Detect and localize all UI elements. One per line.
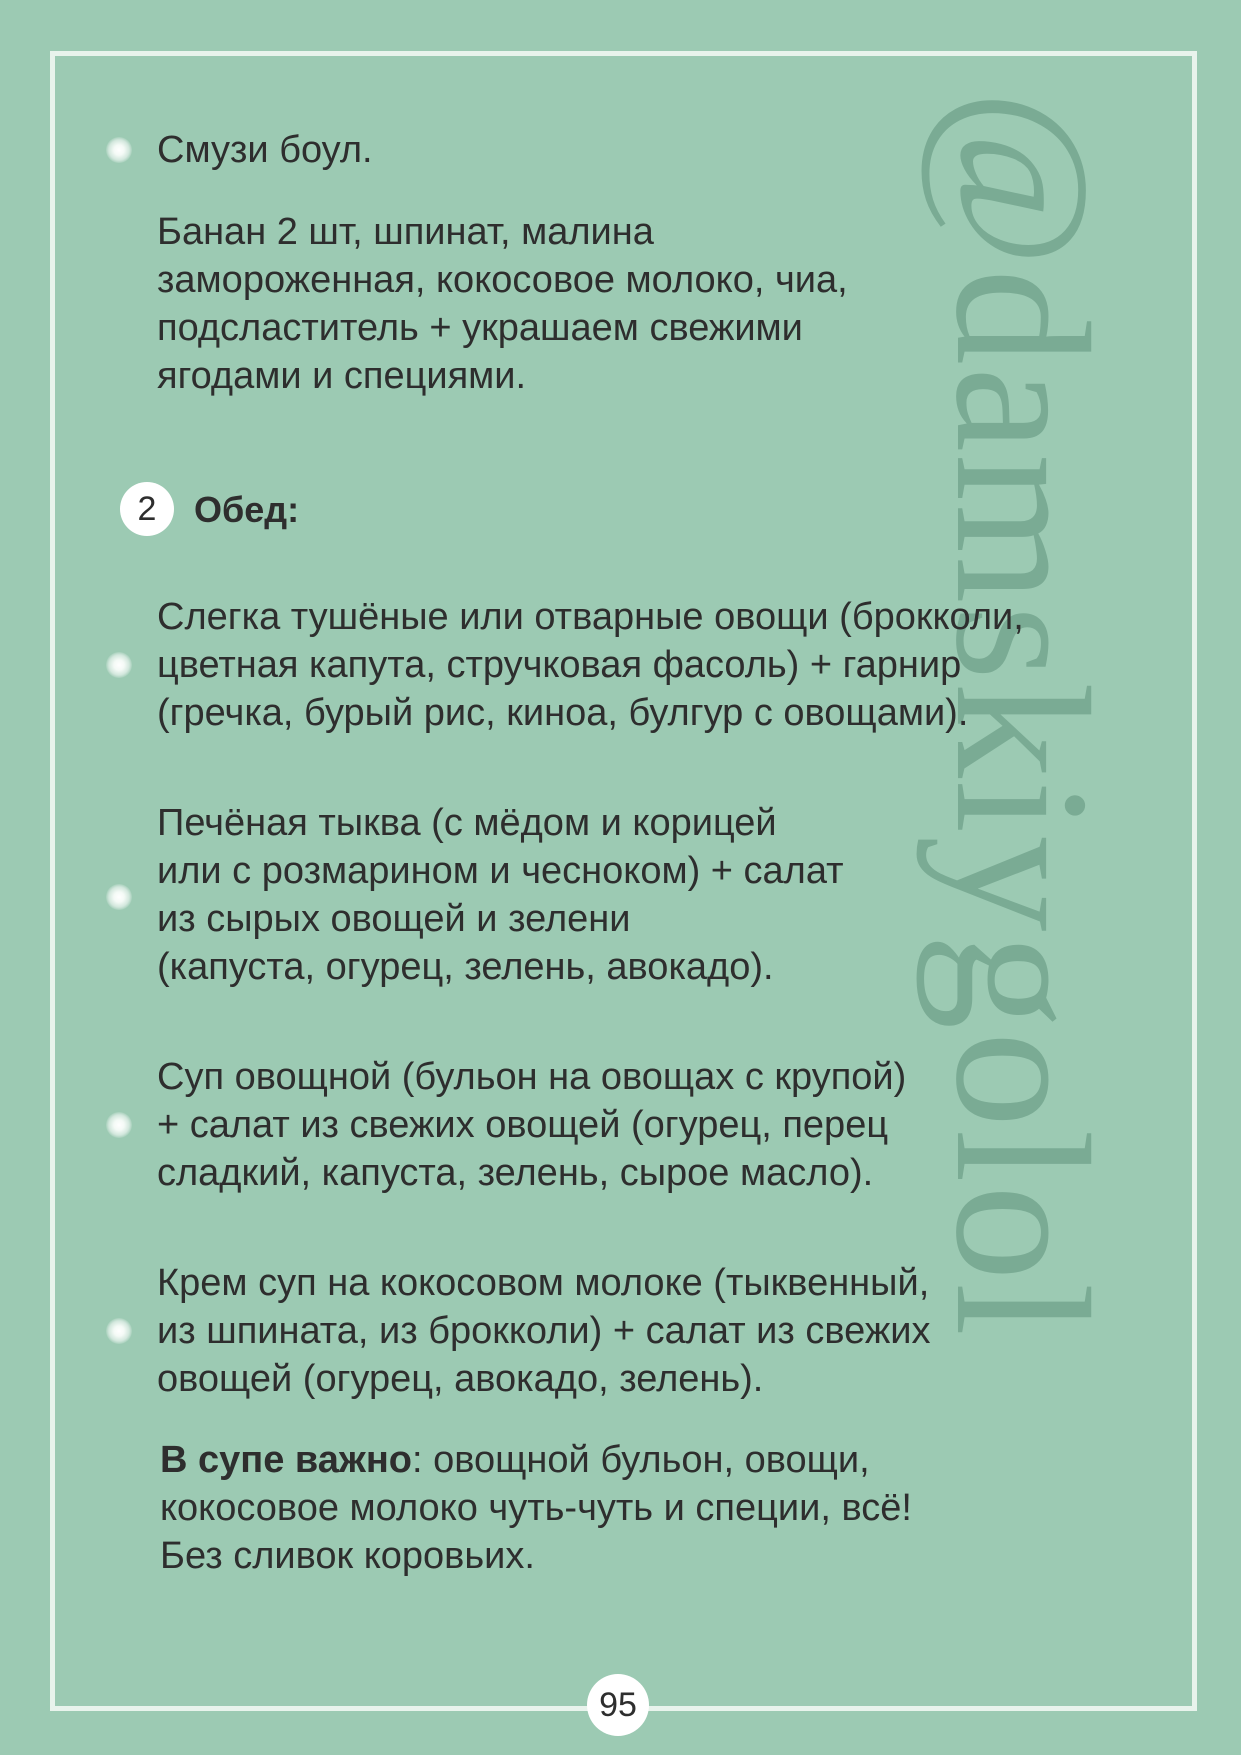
lunch-item-2: Печёная тыква (с мёдом и корицей или с розмарином и чесноком) + салат из сырых овощей и зелени (капуста, огурец, зелень, авокадо).	[157, 802, 844, 988]
section-number-badge: 2	[120, 482, 174, 536]
bullet-dot	[106, 137, 132, 163]
soup-note-line-3: Без сливок коровьих.	[160, 1535, 535, 1577]
lunch-item-4: Крем суп на кокосовом молоке (тыквенный, из шпината, из брокколи) + салат из свежих овощей (огурец, авокадо, зелень).	[157, 1262, 931, 1400]
soup-note-line-1	[160, 1436, 912, 1484]
section-title: Обед:	[194, 489, 300, 530]
soup-note-line-2: кокосовое молоко чуть-чуть и специи, всё!	[160, 1487, 912, 1529]
watermark-text: @damskiygolol	[916, 90, 1129, 1339]
bullet-dot	[106, 652, 132, 678]
soup-note-line-1-rest: : овощной бульон, овощи,	[412, 1439, 870, 1481]
lunch-item-1: Слегка тушёные или отварные овощи (брокколи, цветная капута, стручковая фасоль) + гарнир (гречка, бурый рис, киноа, булгур с овощами).	[157, 596, 1024, 734]
bullet-dot	[106, 884, 132, 910]
breakfast-item-title: Смузи боул.	[157, 129, 373, 171]
breakfast-item-description: Банан 2 шт, шпинат, малина замороженная, кокосовое молоко, чиа, подсластитель + украшаем свежими ягодами и специями.	[157, 211, 848, 397]
bullet-dot	[106, 1318, 132, 1344]
bullet-dot	[106, 1112, 132, 1138]
lunch-item-3: Суп овощной (бульон на овощах с крупой) + салат из свежих овощей (огурец, перец сладкий, капуста, зелень, сырое масло).	[157, 1056, 907, 1194]
soup-note-bold: В супе важно	[160, 1439, 413, 1481]
page-number: 95	[587, 1674, 649, 1736]
soup-note	[160, 1436, 912, 1580]
